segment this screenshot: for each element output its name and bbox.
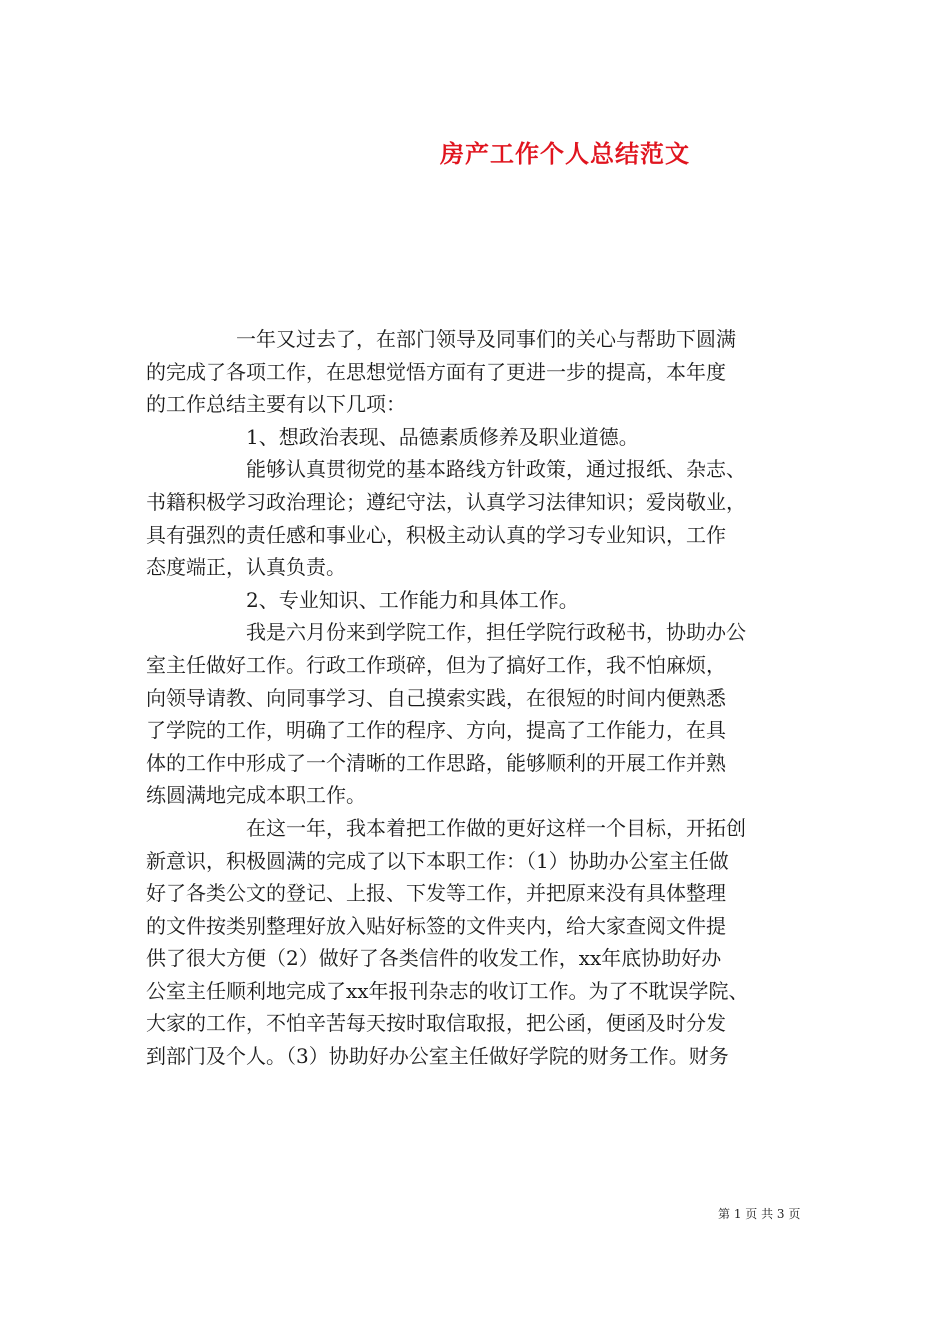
document-body	[146, 323, 814, 1073]
body-line: 大家的工作，不怕辛苦每天按时取信取报，把公函，便函及时分发	[146, 1011, 726, 1036]
page-footer: 第 1 页 共 3 页	[718, 1207, 801, 1221]
body-line: 的文件按类别整理好放入贴好标签的文件夹内，给大家查阅文件提	[146, 913, 726, 938]
body-line: 室主任做好工作。行政工作琐碎，但为了搞好工作，我不怕麻烦，	[146, 652, 726, 677]
body-line: 1、想政治表现、品德素质修养及职业道德。	[246, 424, 639, 449]
body-line: 态度端正，认真负责。	[146, 555, 346, 580]
body-line: 供了很大方便（2）做好了各类信件的收发工作，xx年底协助好办	[146, 946, 722, 971]
body-line: 练圆满地完成本职工作。	[146, 783, 366, 808]
body-line: 向领导请教、向同事学习、自己摸索实践，在很短的时间内便熟悉	[146, 685, 726, 710]
body-line: 书籍积极学习政治理论；遵纪守法，认真学习法律知识；爱岗敬业，	[146, 489, 746, 514]
body-line: 的完成了各项工作，在思想觉悟方面有了更进一步的提高，本年度	[146, 359, 726, 384]
body-line: 新意识，积极圆满的完成了以下本职工作：（1）协助办公室主任做	[146, 848, 729, 873]
body-line: 具有强烈的责任感和事业心，积极主动认真的学习专业知识，工作	[146, 522, 726, 547]
body-line: 了学院的工作，明确了工作的程序、方向，提高了工作能力，在具	[146, 718, 726, 743]
body-line: 能够认真贯彻党的基本路线方针政策，通过报纸、杂志、	[246, 457, 746, 482]
body-line: 好了各类公文的登记、上报、下发等工作，并把原来没有具体整理	[146, 881, 726, 906]
body-line: 一年又过去了，在部门领导及同事们的关心与帮助下圆满	[236, 327, 736, 351]
body-line: 公室主任顺利地完成了xx年报刊杂志的收订工作。为了不耽误学院、	[146, 978, 749, 1003]
body-line: 2、专业知识、工作能力和具体工作。	[246, 587, 579, 612]
page-title: 房产工作个人总结范文	[440, 139, 690, 168]
body-line: 体的工作中形成了一个清晰的工作思路，能够顺利的开展工作并熟	[146, 750, 726, 775]
body-line: 我是六月份来到学院工作，担任学院行政秘书，协助办公	[246, 620, 746, 645]
body-line: 的工作总结主要有以下几项：	[146, 392, 406, 417]
body-line: 在这一年，我本着把工作做的更好这样一个目标，开拓创	[246, 815, 746, 840]
body-line: 到部门及个人。（3）协助好办公室主任做好学院的财务工作。财务	[146, 1044, 729, 1069]
